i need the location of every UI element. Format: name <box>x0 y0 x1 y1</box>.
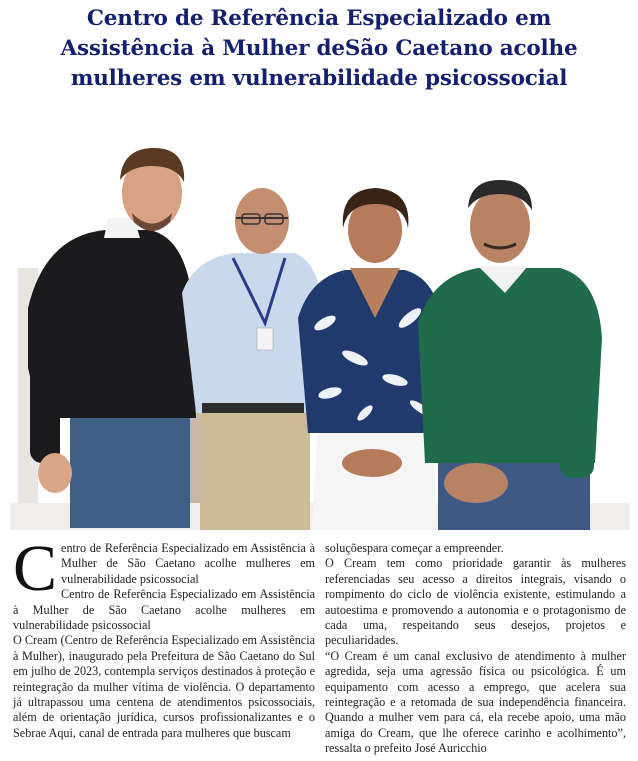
right-paragraph-1: soluçõespara começar a empreender. <box>325 541 504 555</box>
left-paragraph-3: O Cream (Centro de Referência Especializado em Assistência à Mulher), inaugurado pela Prefeitura de São Caetano do Sul em julho de 2023, contempla serviços destinados à proteção e reintegração da mulher vítima de violência. O departamento já ultrapassou uma centena de atendimentos psicossociais, além de orientação jurídica, cursos profissionalizantes e o Sebrae Aqui, canal de entrada para mulheres que buscam <box>13 633 315 740</box>
group-photo <box>0 118 638 530</box>
right-paragraph-3: “O Cream é um canal exclusivo de atendimento à mulher agredida, seja uma agressão física ou psicológica. É um equipamento com acesso a emprego, que acelera sua reintegração e a retomada de sua independência financeira. Quando a mulher vem para cá, ela recebe apoio, uma mão amiga do Cream, que lhe oferece carinho e acolhimento”, ressalta o prefeito José Auricchio <box>325 648 626 756</box>
headline-line-3: mulheres em vulnerabilidade psicossocial <box>70 66 568 91</box>
article-column-left <box>13 532 315 741</box>
group-photo-illustration <box>0 118 638 530</box>
headline-line-1: Centro de Referência Especializado em <box>86 6 552 31</box>
left-paragraph-2: Centro de Referência Especializado em Assistência à Mulher de São Caetano acolhe mulheres em vulnerabilidade psicossocial <box>13 587 315 633</box>
headline-line-2: Assistência à Mulher deSão Caetano acolhe <box>60 36 578 61</box>
right-paragraph-2: O Cream tem como prioridade garantir às mulheres referenciadas seu acesso a direitos integrais, visando o rompimento do ciclo de violência existente, estimulando a autoestima e promovendo a autonomia e o protagonismo de cada uma, respeitando seus desejos, projetos e peculiaridades. <box>325 556 626 648</box>
dropcap: C <box>13 532 58 605</box>
article-column-right <box>325 541 626 757</box>
article-headline <box>8 4 630 94</box>
left-paragraph-1: entro de Referência Especializado em Assistência à Mulher de São Caetano acolhe mulheres em vulnerabilidade psicossocial <box>61 541 315 586</box>
